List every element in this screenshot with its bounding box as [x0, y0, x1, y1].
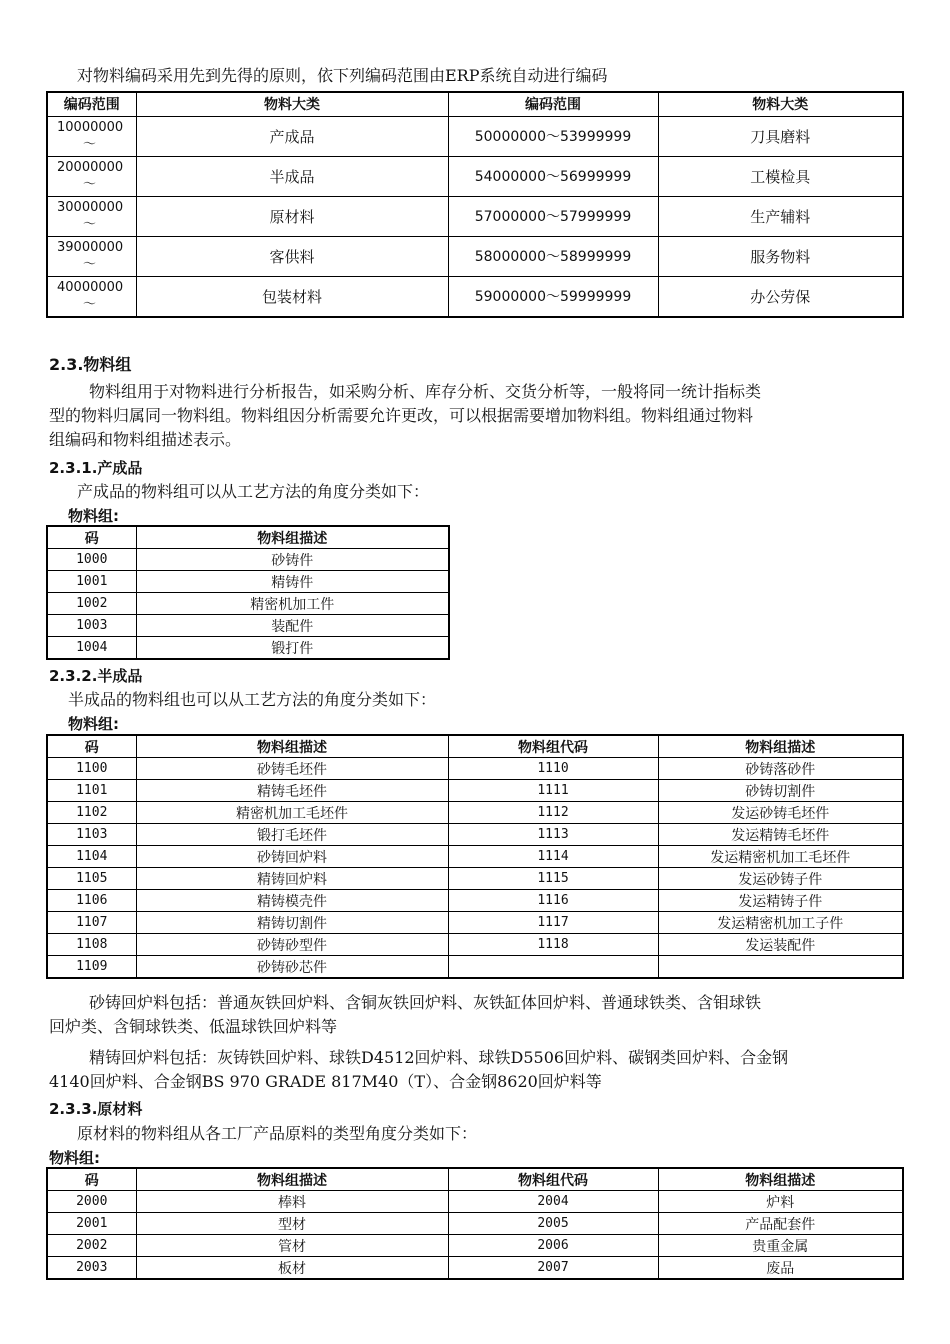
category-cell-2: 生产辅料 — [658, 196, 903, 236]
table-row — [47, 116, 903, 156]
code-cell: 1109 — [47, 956, 136, 979]
intro-text: 对物料编码采用先到先得的原则，依下列编码范围由ERP系统自动进行编码 — [77, 66, 608, 85]
range-tilde: ～ — [83, 257, 97, 272]
col-header-range: 编码范围 — [47, 92, 136, 116]
range-start-code: 40000000 — [57, 280, 124, 295]
code-cell: 1100 — [47, 758, 136, 780]
table-row — [47, 824, 903, 846]
description-cell: 发运砂铸子件 — [658, 868, 903, 890]
range-start-code: 20000000 — [57, 160, 124, 175]
range-tilde: ～ — [83, 217, 97, 232]
table-row — [47, 1257, 903, 1280]
table-row — [47, 1235, 903, 1257]
section-heading-2-3: 2.3.物料组 — [49, 355, 132, 374]
range-cell: 59000000～59999999 — [448, 276, 658, 317]
code-cell: 2006 — [448, 1235, 658, 1257]
col-header-category: 物料大类 — [136, 92, 448, 116]
code-cell: 1117 — [448, 912, 658, 934]
description-cell: 精铸毛坯件 — [136, 780, 448, 802]
description-cell: 砂铸落砂件 — [658, 758, 903, 780]
description-cell: 砂铸回炉料 — [136, 846, 448, 868]
description-cell: 发运精铸子件 — [658, 890, 903, 912]
table-row — [47, 890, 903, 912]
raw-materials-table — [46, 1167, 904, 1280]
section-heading-2-3-1: 2.3.1.产成品 — [49, 459, 143, 477]
code-cell: 1112 — [448, 802, 658, 824]
s233-intro: 原材料的物料组从各工厂产品原料的类型角度分类如下： — [77, 1124, 478, 1143]
category-cell: 原材料 — [136, 196, 448, 236]
code-cell — [448, 956, 658, 979]
note-sand-cast-line2: 回炉类、含铜球铁类、低温球铁回炉料等 — [49, 1017, 338, 1036]
table-row — [47, 276, 903, 317]
description-cell: 贵重金属 — [658, 1235, 903, 1257]
code-range-table — [46, 91, 904, 318]
s231-label: 物料组: — [68, 507, 119, 525]
code-cell: 1114 — [448, 846, 658, 868]
description-cell: 砂铸毛坯件 — [136, 758, 448, 780]
table-row — [47, 637, 449, 660]
description-cell: 锻打件 — [136, 637, 449, 660]
category-cell-2: 办公劳保 — [658, 276, 903, 317]
table-row — [47, 758, 903, 780]
s233-label: 物料组: — [49, 1149, 100, 1167]
description-cell: 炉料 — [658, 1191, 903, 1213]
code-cell: 1111 — [448, 780, 658, 802]
description-cell: 发运装配件 — [658, 934, 903, 956]
s23-paragraph-line3: 组编码和物料组描述表示。 — [49, 430, 242, 449]
table-row — [47, 912, 903, 934]
table-row — [47, 934, 903, 956]
col-header-code: 码 — [47, 526, 136, 549]
s231-intro: 产成品的物料组可以从工艺方法的角度分类如下： — [77, 482, 430, 501]
range-cell: 50000000～53999999 — [448, 116, 658, 156]
description-cell: 砂铸砂芯件 — [136, 956, 448, 979]
code-cell: 1107 — [47, 912, 136, 934]
code-cell: 1110 — [448, 758, 658, 780]
s232-label: 物料组: — [68, 715, 119, 733]
description-cell: 精铸回炉料 — [136, 868, 448, 890]
col-header-code: 码 — [47, 1168, 136, 1191]
description-cell: 发运精密机加工毛坯件 — [658, 846, 903, 868]
table-row — [47, 615, 449, 637]
description-cell: 精铸模壳件 — [136, 890, 448, 912]
code-cell: 1101 — [47, 780, 136, 802]
col-header-code: 码 — [47, 735, 136, 758]
range-start-code: 30000000 — [57, 200, 124, 215]
code-cell: 1003 — [47, 615, 136, 637]
table-row — [47, 196, 903, 236]
range-start-code: 10000000 — [57, 120, 124, 135]
table-row — [47, 780, 903, 802]
description-cell: 管材 — [136, 1235, 448, 1257]
description-cell: 发运精密机加工子件 — [658, 912, 903, 934]
range-cell: 57000000～57999999 — [448, 196, 658, 236]
description-cell: 锻打毛坯件 — [136, 824, 448, 846]
code-cell: 1102 — [47, 802, 136, 824]
description-cell: 型材 — [136, 1213, 448, 1235]
code-cell: 2007 — [448, 1257, 658, 1280]
range-tilde: ～ — [83, 137, 97, 152]
range-tilde: ～ — [83, 297, 97, 312]
table-row — [47, 1213, 903, 1235]
code-cell: 1000 — [47, 549, 136, 571]
table-row — [47, 549, 449, 571]
s232-intro: 半成品的物料组也可以从工艺方法的角度分类如下： — [68, 690, 437, 709]
range-start-code: 39000000 — [57, 240, 124, 255]
code-cell: 1001 — [47, 571, 136, 593]
description-cell — [658, 956, 903, 979]
col-header-description-2: 物料组描述 — [658, 735, 903, 758]
code-cell: 1106 — [47, 890, 136, 912]
range-start-cell — [47, 196, 136, 236]
code-cell: 1104 — [47, 846, 136, 868]
description-cell: 发运砂铸毛坯件 — [658, 802, 903, 824]
description-cell: 砂铸切割件 — [658, 780, 903, 802]
category-cell: 半成品 — [136, 156, 448, 196]
category-cell-2: 刀具磨料 — [658, 116, 903, 156]
code-cell: 2003 — [47, 1257, 136, 1280]
col-header-description: 物料组描述 — [136, 1168, 448, 1191]
category-cell: 产成品 — [136, 116, 448, 156]
finished-goods-table — [46, 525, 450, 660]
description-cell: 装配件 — [136, 615, 449, 637]
code-cell: 2001 — [47, 1213, 136, 1235]
table-row — [47, 868, 903, 890]
col-header-description-2: 物料组描述 — [658, 1168, 903, 1191]
code-cell: 1115 — [448, 868, 658, 890]
code-cell: 2004 — [448, 1191, 658, 1213]
code-cell: 2000 — [47, 1191, 136, 1213]
description-cell: 产品配套件 — [658, 1213, 903, 1235]
category-cell-2: 服务物料 — [658, 236, 903, 276]
range-cell: 58000000～58999999 — [448, 236, 658, 276]
description-cell: 精铸切割件 — [136, 912, 448, 934]
description-cell: 废品 — [658, 1257, 903, 1280]
table-row — [47, 593, 449, 615]
category-cell-2: 工模检具 — [658, 156, 903, 196]
range-cell: 54000000～56999999 — [448, 156, 658, 196]
col-header-group-code: 物料组代码 — [448, 735, 658, 758]
col-header-category-2: 物料大类 — [658, 92, 903, 116]
table-row — [47, 846, 903, 868]
note-sand-cast-line1: 砂铸回炉料包括：普通灰铁回炉料、含铜灰铁回炉料、灰铁缸体回炉料、普通球铁类、含钼球铁 — [89, 993, 762, 1012]
col-header-group-code: 物料组代码 — [448, 1168, 658, 1191]
section-heading-2-3-3: 2.3.3.原材料 — [49, 1100, 143, 1118]
category-cell: 包装材料 — [136, 276, 448, 317]
code-cell: 1103 — [47, 824, 136, 846]
range-start-cell — [47, 276, 136, 317]
range-start-cell — [47, 236, 136, 276]
code-cell: 1105 — [47, 868, 136, 890]
description-cell: 精密机加工毛坯件 — [136, 802, 448, 824]
col-header-range-2: 编码范围 — [448, 92, 658, 116]
code-cell: 1113 — [448, 824, 658, 846]
description-cell: 棒料 — [136, 1191, 448, 1213]
code-cell: 1002 — [47, 593, 136, 615]
col-header-description: 物料组描述 — [136, 526, 449, 549]
description-cell: 砂铸件 — [136, 549, 449, 571]
code-cell: 1116 — [448, 890, 658, 912]
range-start-cell — [47, 156, 136, 196]
note-precision-cast-line2: 4140回炉料、合金钢BS 970 GRADE 817M40（T）、合金钢8620回炉料等 — [49, 1072, 602, 1091]
code-cell: 1118 — [448, 934, 658, 956]
description-cell: 发运精铸毛坯件 — [658, 824, 903, 846]
code-cell: 1004 — [47, 637, 136, 660]
semi-finished-table — [46, 734, 904, 979]
note-precision-cast-line1: 精铸回炉料包括：灰铸铁回炉料、球铁D4512回炉料、球铁D5506回炉料、碳钢类回炉料、合金钢 — [89, 1048, 789, 1067]
category-cell: 客供料 — [136, 236, 448, 276]
table-row — [47, 802, 903, 824]
table-row — [47, 156, 903, 196]
col-header-description: 物料组描述 — [136, 735, 448, 758]
table-row — [47, 236, 903, 276]
description-cell: 精铸件 — [136, 571, 449, 593]
description-cell: 板材 — [136, 1257, 448, 1280]
code-cell: 2002 — [47, 1235, 136, 1257]
description-cell: 砂铸砂型件 — [136, 934, 448, 956]
range-start-cell — [47, 116, 136, 156]
table-row — [47, 1191, 903, 1213]
code-cell: 2005 — [448, 1213, 658, 1235]
table-row — [47, 571, 449, 593]
range-tilde: ～ — [83, 177, 97, 192]
table-row — [47, 956, 903, 979]
s23-paragraph-line2: 型的物料归属同一物料组。物料组因分析需要允许更改，可以根据需要增加物料组。物料组通过物料 — [49, 406, 754, 425]
section-heading-2-3-2: 2.3.2.半成品 — [49, 667, 143, 685]
code-cell: 1108 — [47, 934, 136, 956]
description-cell: 精密机加工件 — [136, 593, 449, 615]
s23-paragraph-line1: 物料组用于对物料进行分析报告，如采购分析、库存分析、交货分析等，一般将同一统计指标类 — [89, 382, 762, 401]
